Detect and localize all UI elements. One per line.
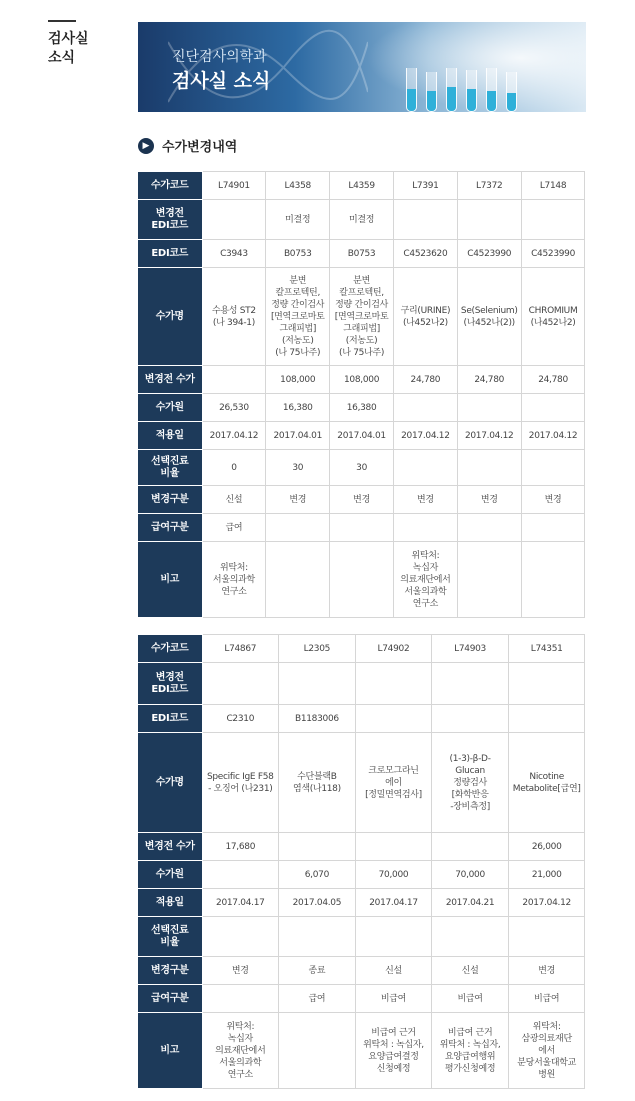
table-cell: 비급여: [355, 985, 432, 1013]
table-cell: [279, 1013, 356, 1089]
row-header: 변경전 EDI코드: [138, 200, 202, 240]
table-cell: 미결정: [266, 200, 330, 240]
table-row: [138, 985, 585, 1013]
table-cell: [432, 917, 509, 957]
table-cell: 6,070: [279, 861, 356, 889]
table-cell: L74351: [508, 635, 585, 663]
table-cell: 26,530: [202, 394, 266, 422]
table-cell: (1-3)-β-D- Glucan 정량검사 [화학반응 -장비측정]: [432, 733, 509, 833]
row-header: 급여구분: [138, 985, 202, 1013]
table-cell: B0753: [266, 240, 330, 268]
table-cell: 변경: [330, 486, 394, 514]
row-header: 적용일: [138, 889, 202, 917]
table-cell: [521, 450, 585, 486]
table-cell: [266, 542, 330, 618]
table-cell: 구리(URINE) (나452나2): [393, 268, 457, 366]
table-row: [138, 833, 585, 861]
table-cell: 2017.04.12: [521, 422, 585, 450]
table-cell: L7391: [393, 172, 457, 200]
table-row: [138, 240, 585, 268]
sidebar: [48, 20, 128, 68]
table-cell: [508, 663, 585, 705]
table-cell: C4523620: [393, 240, 457, 268]
table-cell: L74903: [432, 635, 509, 663]
table-cell: [279, 663, 356, 705]
table-cell: 24,780: [393, 366, 457, 394]
table-cell: 분변 칼프로텍틴, 정량 간이검사 [면역크로마토 그래피법] (저농도) (나 75나주): [330, 268, 394, 366]
table-cell: 위탁처: 녹십자 의료재단에서 서울의과학 연구소: [393, 542, 457, 618]
table-cell: [457, 514, 521, 542]
table-cell: [457, 394, 521, 422]
table-row: [138, 450, 585, 486]
table-cell: 2017.04.17: [355, 889, 432, 917]
table-cell: L74867: [202, 635, 279, 663]
fee-change-table-2: [138, 634, 585, 1089]
table-row: [138, 889, 585, 917]
row-header: 수가명: [138, 268, 202, 366]
table-row: [138, 861, 585, 889]
table-cell: 신설: [355, 957, 432, 985]
row-header: EDI코드: [138, 240, 202, 268]
table-cell: 비급여 근거 위탁처 : 녹십자, 요양급여결정 신청예정: [355, 1013, 432, 1089]
table-cell: 108,000: [330, 366, 394, 394]
table-cell: 2017.04.12: [457, 422, 521, 450]
table-cell: [202, 366, 266, 394]
table-cell: [355, 833, 432, 861]
row-header: 비고: [138, 1013, 202, 1089]
row-header: 비고: [138, 542, 202, 618]
table-cell: 분변 칼프로텍틴, 정량 간이검사 [면역크로마토 그래피법] (저농도) (나 75나주): [266, 268, 330, 366]
table-cell: 변경: [202, 957, 279, 985]
banner-title: 검사실 소식: [172, 70, 271, 92]
table-cell: 수단블랙B 염색(나118): [279, 733, 356, 833]
table-cell: 급여: [202, 514, 266, 542]
table-cell: 수용성 ST2 (나 394-1): [202, 268, 266, 366]
table-row: [138, 733, 585, 833]
table-cell: L74902: [355, 635, 432, 663]
table-cell: [330, 542, 394, 618]
row-header: 변경전 수가: [138, 366, 202, 394]
table-cell: [202, 985, 279, 1013]
row-header: 수가원: [138, 861, 202, 889]
table-cell: L7148: [521, 172, 585, 200]
table-cell: [521, 514, 585, 542]
table-cell: 비급여: [432, 985, 509, 1013]
row-header: 변경전 수가: [138, 833, 202, 861]
table-cell: 신설: [432, 957, 509, 985]
table-cell: [266, 514, 330, 542]
table-row: [138, 1013, 585, 1089]
table-row: [138, 542, 585, 618]
table-cell: 24,780: [457, 366, 521, 394]
table-cell: C2310: [202, 705, 279, 733]
table-cell: 21,000: [508, 861, 585, 889]
table-cell: L74901: [202, 172, 266, 200]
table-cell: C4523990: [457, 240, 521, 268]
row-header: 급여구분: [138, 514, 202, 542]
row-header: EDI코드: [138, 705, 202, 733]
table-cell: C3943: [202, 240, 266, 268]
test-tubes-icon: [406, 52, 536, 112]
fee-change-table-1: [138, 171, 585, 618]
row-header: 수가코드: [138, 635, 202, 663]
table-row: [138, 957, 585, 985]
table-cell: [393, 394, 457, 422]
sidebar-title: 검사실 소식: [48, 31, 89, 66]
table-cell: 70,000: [355, 861, 432, 889]
banner-subtitle: 진단검사의학과: [172, 49, 267, 65]
table-cell: [508, 705, 585, 733]
table-cell: Specific IgE F58 - 오징어 (나231): [202, 733, 279, 833]
table-cell: [279, 917, 356, 957]
table-row: [138, 486, 585, 514]
table-cell: [393, 200, 457, 240]
row-header: 적용일: [138, 422, 202, 450]
table-cell: 24,780: [521, 366, 585, 394]
table-cell: 2017.04.12: [393, 422, 457, 450]
row-header: 선택진료 비율: [138, 450, 202, 486]
table-cell: [432, 663, 509, 705]
table-cell: [355, 663, 432, 705]
row-header: 수가코드: [138, 172, 202, 200]
table-cell: [521, 200, 585, 240]
table-cell: [457, 200, 521, 240]
section-heading: [138, 136, 237, 155]
table-row: [138, 917, 585, 957]
table-cell: 26,000: [508, 833, 585, 861]
table-cell: 종료: [279, 957, 356, 985]
table-cell: [393, 514, 457, 542]
table-row: [138, 635, 585, 663]
table-cell: L7372: [457, 172, 521, 200]
table-cell: 미결정: [330, 200, 394, 240]
row-header: 수가원: [138, 394, 202, 422]
table-cell: L4359: [330, 172, 394, 200]
row-header: 변경구분: [138, 957, 202, 985]
table-cell: Se(Selenium) (나452나(2)): [457, 268, 521, 366]
row-header: 변경전 EDI코드: [138, 663, 202, 705]
table-cell: 2017.04.12: [202, 422, 266, 450]
table-cell: 변경: [266, 486, 330, 514]
table-cell: C4523990: [521, 240, 585, 268]
table-cell: 비급여 근거 위탁처 : 녹십자, 요양급여행위 평가신청예정: [432, 1013, 509, 1089]
table-cell: 급여: [279, 985, 356, 1013]
table-cell: 16,380: [266, 394, 330, 422]
table-row: [138, 514, 585, 542]
table-cell: 108,000: [266, 366, 330, 394]
table-cell: [355, 917, 432, 957]
table-cell: 변경: [457, 486, 521, 514]
table-cell: [432, 833, 509, 861]
table-cell: Nicotine Metabolite[급연]: [508, 733, 585, 833]
table-cell: [355, 705, 432, 733]
table-cell: 30: [330, 450, 394, 486]
table-cell: [457, 450, 521, 486]
table-row: [138, 394, 585, 422]
table-cell: 2017.04.12: [508, 889, 585, 917]
table-row: [138, 366, 585, 394]
table-row: [138, 268, 585, 366]
table-cell: 위탁처: 서울의과학 연구소: [202, 542, 266, 618]
table-cell: 위탁처: 삼광의료재단 에서 분당서울대학교 병원: [508, 1013, 585, 1089]
table-row: [138, 705, 585, 733]
table-cell: [508, 917, 585, 957]
table-cell: B1183006: [279, 705, 356, 733]
table-cell: 비급여: [508, 985, 585, 1013]
table-row: [138, 422, 585, 450]
table-row: [138, 663, 585, 705]
table-cell: 17,680: [202, 833, 279, 861]
table-cell: 2017.04.01: [266, 422, 330, 450]
sidebar-divider: [48, 20, 76, 22]
table-cell: 2017.04.05: [279, 889, 356, 917]
table-cell: 70,000: [432, 861, 509, 889]
table-cell: 2017.04.21: [432, 889, 509, 917]
table-cell: [202, 200, 266, 240]
table-cell: [521, 542, 585, 618]
table-row: [138, 172, 585, 200]
table-cell: [202, 861, 279, 889]
table-cell: [202, 917, 279, 957]
table-row: [138, 200, 585, 240]
arrow-circle-icon: ▶: [138, 138, 154, 154]
table-cell: B0753: [330, 240, 394, 268]
table-cell: 위탁처: 녹십자 의료재단에서 서울의과학 연구소: [202, 1013, 279, 1089]
table-cell: [202, 663, 279, 705]
table-cell: 크로모그라닌 에이 [정밀면역검사]: [355, 733, 432, 833]
table-cell: [330, 514, 394, 542]
table-cell: 변경: [521, 486, 585, 514]
table-cell: L2305: [279, 635, 356, 663]
table-cell: 30: [266, 450, 330, 486]
table-cell: 16,380: [330, 394, 394, 422]
table-cell: 신설: [202, 486, 266, 514]
table-cell: L4358: [266, 172, 330, 200]
table-cell: 0: [202, 450, 266, 486]
table-cell: [432, 705, 509, 733]
section-title: 수가변경내역: [162, 140, 238, 155]
table-cell: [521, 394, 585, 422]
table-cell: CHROMIUM (나452나2): [521, 268, 585, 366]
table-cell: [279, 833, 356, 861]
row-header: 선택진료 비율: [138, 917, 202, 957]
table-cell: 변경: [508, 957, 585, 985]
row-header: 변경구분: [138, 486, 202, 514]
table-cell: [457, 542, 521, 618]
banner: [138, 22, 586, 112]
table-cell: [393, 450, 457, 486]
table-cell: 2017.04.01: [330, 422, 394, 450]
table-cell: 변경: [393, 486, 457, 514]
table-cell: 2017.04.17: [202, 889, 279, 917]
row-header: 수가명: [138, 733, 202, 833]
